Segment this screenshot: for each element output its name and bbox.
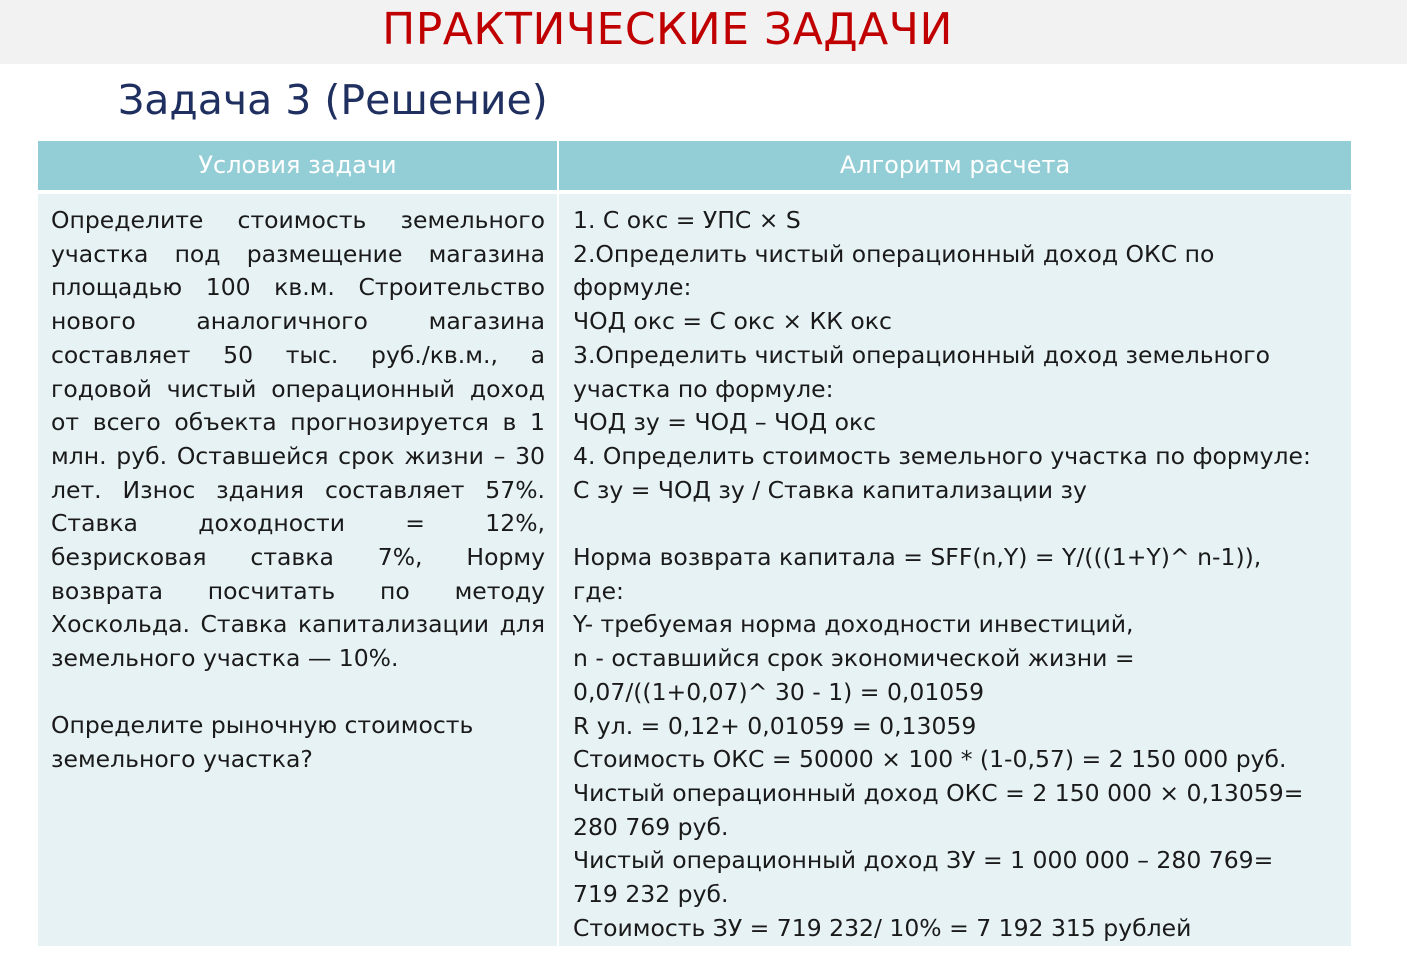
algorithm-line: формуле:: [573, 273, 692, 302]
solution-line: 719 232 руб.: [573, 880, 729, 909]
algorithm-line: ЧОД окс = С окс × КК окс: [573, 307, 892, 336]
solution-line: Стоимость ОКС = 50000 × 100 * (1-0,57) = 2 150 000 руб.: [573, 745, 1287, 774]
solution-line: где:: [573, 576, 624, 605]
algorithm-line: С зу = ЧОД зу / Ставка капитализации зу: [573, 475, 1087, 504]
solution-line: Стоимость ЗУ = 719 232/ 10% = 7 192 315 рублей: [573, 913, 1192, 942]
solution-line: Чистый операционный доход ОКС = 2 150 000 × 0,13059=: [573, 778, 1304, 807]
solution-line: R ул. = 0,12+ 0,01059 = 0,13059: [573, 711, 977, 740]
solution-line: 280 769 руб.: [573, 812, 729, 841]
algorithm-cell: [559, 194, 1351, 946]
solution-line: 0,07/((1+0,07)^ 30 - 1) = 0,01059: [573, 677, 985, 706]
solution-line: Чистый операционный доход ЗУ = 1 000 000 – 280 769=: [573, 846, 1274, 875]
algorithm-line: 4. Определить стоимость земельного участка по формуле:: [573, 441, 1311, 470]
conditions-text: Определите стоимость земельного участка под размещение магазина площадью 100 кв.м. Строительство нового аналогичного магазина составляет 50 тыс. руб./кв.м., а годовой чистый операционный доход от всего объекта прогнозируется в 1 млн. руб. Оставшейся срок жизни – 30 лет. Износ здания составляет 57%. Ставка доходности = 12%, безрисковая ставка 7%, Норму возврата посчитать по методу Хоскольда. Ставка капитализации для земельного участка — 10%.: [51, 206, 545, 673]
header-conditions: Условия задачи: [38, 141, 557, 190]
algorithm-line: 2.Определить чистый операционный доход ОКС по: [573, 239, 1215, 268]
algorithm-line: 3.Определить чистый операционный доход земельного: [573, 340, 1271, 369]
algorithm-line: участка по формуле:: [573, 374, 834, 403]
question-text: Определите рыночную стоимость земельного участка?: [51, 710, 474, 773]
slide-subtitle: Задача 3 (Решение): [118, 76, 548, 124]
slide-title: ПРАКТИЧЕСКИЕ ЗАДАЧИ: [382, 4, 953, 55]
algorithm-line: 1. С окс = УПС × S: [573, 206, 801, 234]
conditions-cell: [38, 194, 557, 946]
solution-table: [38, 141, 1351, 946]
spacer: [573, 507, 1341, 541]
algorithm-line: ЧОД зу = ЧОД – ЧОД окс: [573, 408, 877, 437]
solution-line: n - оставшийся срок экономической жизни =: [573, 644, 1135, 673]
solution-line: Y- требуемая норма доходности инвестиций,: [573, 610, 1134, 639]
header-algorithm: Алгоритм расчета: [559, 141, 1351, 190]
solution-line: Норма возврата капитала = SFF(n,Y) = Y/(((1+Y)^ n-1)),: [573, 543, 1262, 572]
